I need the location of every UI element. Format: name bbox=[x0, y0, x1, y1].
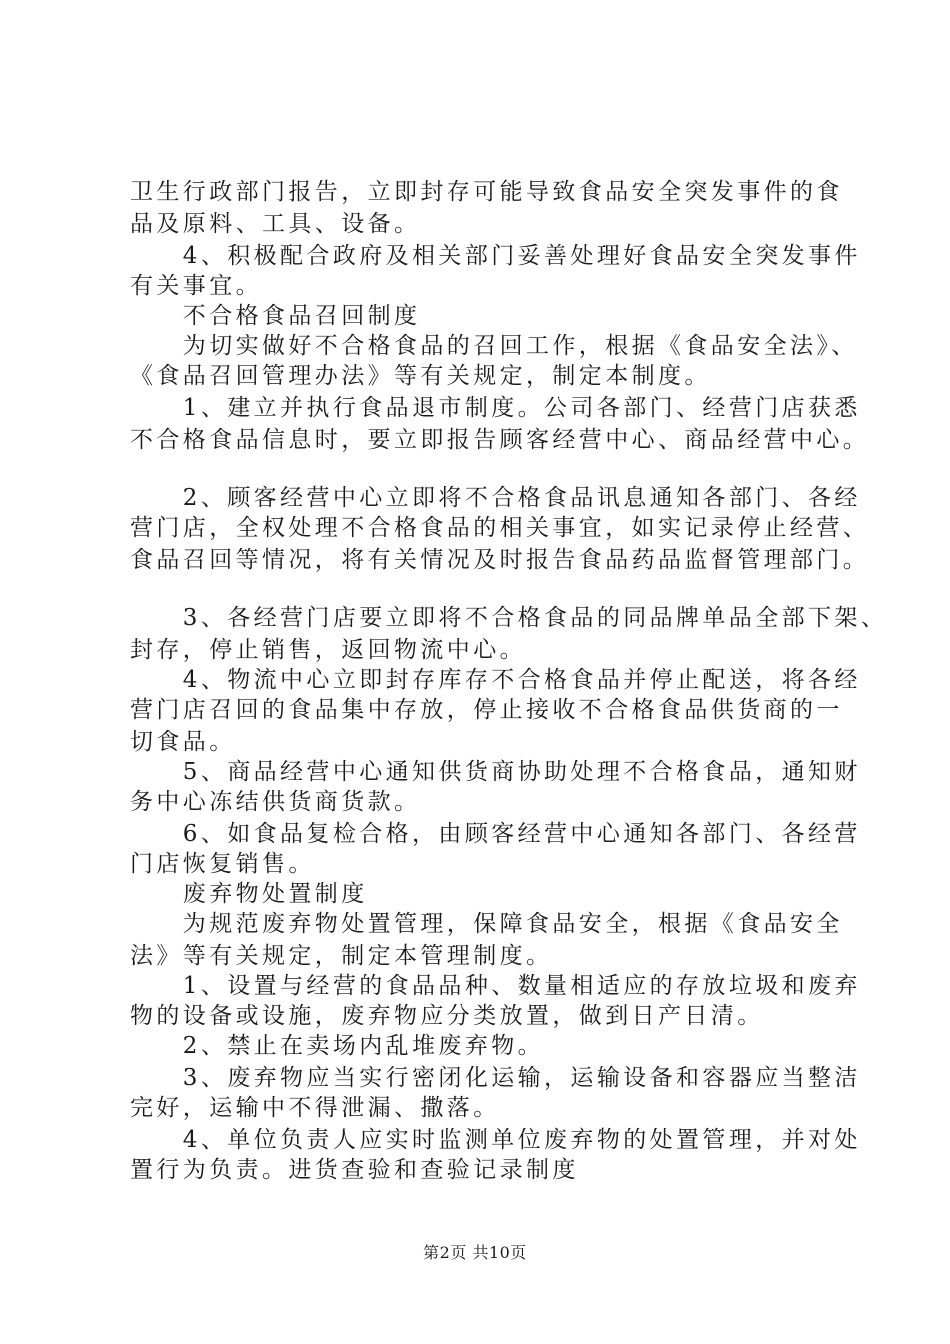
text-line: 3、各经营门店要立即将不合格食品的同品牌单品全部下架、 bbox=[130, 605, 888, 631]
text-line: 切食品。 bbox=[130, 729, 236, 755]
text-line: 封存，停止销售，返回物流中心。 bbox=[130, 637, 526, 663]
text-line: 《食品召回管理办法》等有关规定，制定本制度。 bbox=[130, 363, 711, 389]
page-number-footer: 第2页 共10页 bbox=[423, 1243, 527, 1262]
text-line: 4、单位负责人应实时监测单位废弃物的处置管理，并对处 bbox=[130, 1127, 861, 1153]
text-line: 营门店，全权处理不合格食品的相关事宜，如实记录停止经营、 bbox=[130, 515, 870, 541]
text-line: 置行为负责。进货查验和查验记录制度 bbox=[130, 1157, 579, 1183]
text-line: 2、顾客经营中心立即将不合格食品讯息通知各部门、各经 bbox=[130, 485, 861, 511]
text-line: 6、如食品复检合格，由顾客经营中心通知各部门、各经营 bbox=[130, 821, 861, 847]
text-line: 物的设备或设施，废弃物应分类放置，做到日产日清。 bbox=[130, 1003, 764, 1029]
text-line: 4、积极配合政府及相关部门妥善处理好食品安全突发事件 bbox=[130, 243, 861, 269]
text-line: 不合格食品信息时，要立即报告顾客经营中心、商品经营中心。 bbox=[130, 427, 870, 453]
text-line: 1、建立并执行食品退市制度。公司各部门、经营门店获悉 bbox=[130, 395, 861, 421]
section-heading-waste: 废弃物处置制度 bbox=[130, 881, 368, 907]
text-line: 为规范废弃物处置管理，保障食品安全，根据《食品安全 bbox=[130, 911, 843, 937]
text-line: 有关事宜。 bbox=[130, 273, 262, 299]
text-line: 3、废弃物应当实行密闭化运输，运输设备和容器应当整洁 bbox=[130, 1065, 861, 1091]
text-line: 品及原料、工具、设备。 bbox=[130, 211, 421, 237]
text-line: 1、设置与经营的食品品种、数量相适应的存放垃圾和废弃 bbox=[130, 973, 861, 999]
text-line: 卫生行政部门报告，立即封存可能导致食品安全突发事件的食 bbox=[130, 179, 843, 205]
text-line: 法》等有关规定，制定本管理制度。 bbox=[130, 943, 553, 969]
text-line: 营门店召回的食品集中存放，停止接收不合格食品供货商的一 bbox=[130, 697, 843, 723]
text-line: 食品召回等情况，将有关情况及时报告食品药品监督管理部门。 bbox=[130, 547, 870, 573]
text-line: 为切实做好不合格食品的召回工作，根据《食品安全法》、 bbox=[130, 333, 858, 359]
text-line: 完好，运输中不得泄漏、撒落。 bbox=[130, 1095, 500, 1121]
text-line: 2、禁止在卖场内乱堆废弃物。 bbox=[130, 1033, 545, 1059]
text-line: 4、物流中心立即封存库存不合格食品并停止配送，将各经 bbox=[130, 667, 861, 693]
text-line: 务中心冻结供货商货款。 bbox=[130, 789, 421, 815]
text-line: 5、商品经营中心通知供货商协助处理不合格食品，通知财 bbox=[130, 759, 861, 785]
section-heading-recall: 不合格食品召回制度 bbox=[130, 303, 421, 329]
text-line: 门店恢复销售。 bbox=[130, 851, 315, 877]
